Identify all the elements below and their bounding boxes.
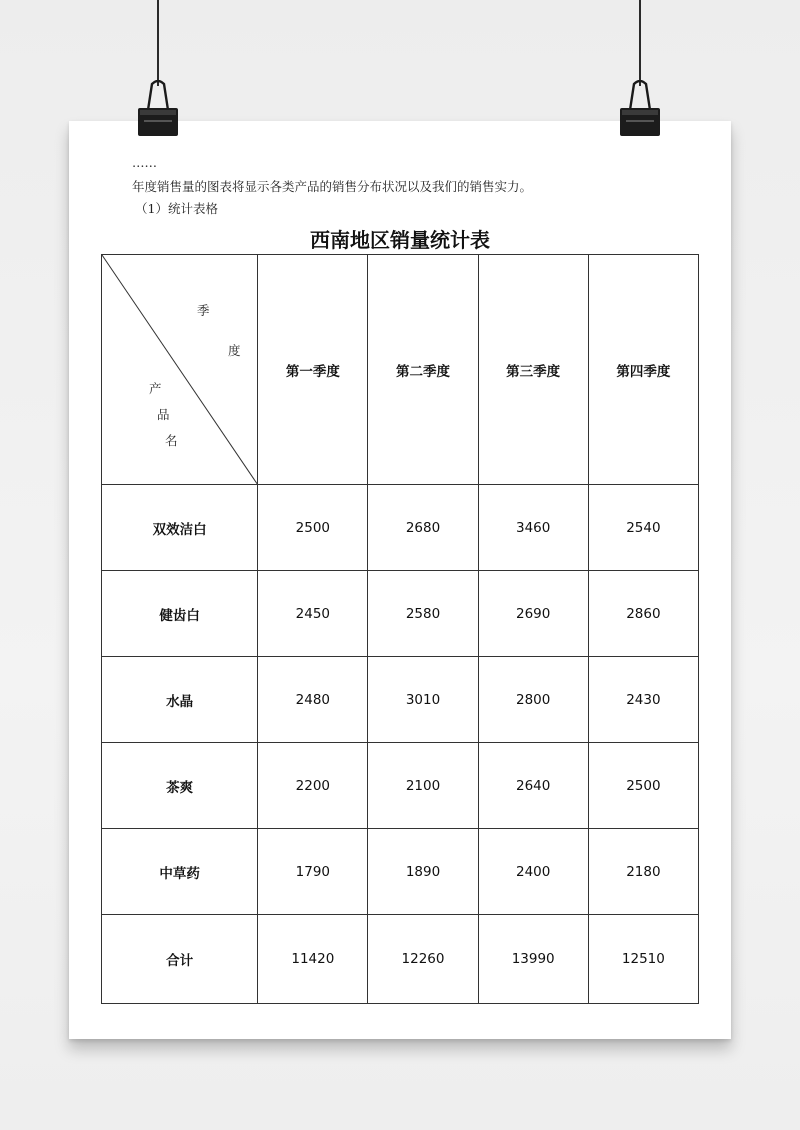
table-cell: 2180: [588, 829, 698, 915]
table-total-row: [102, 915, 699, 1004]
row-header: 茶爽: [102, 743, 258, 829]
table-cell: 12260: [368, 915, 478, 1004]
table-cell: 2450: [258, 571, 368, 657]
row-header: 中草药: [102, 829, 258, 915]
column-header-q4: 第四季度: [588, 255, 698, 485]
table-cell: 2500: [258, 485, 368, 571]
table-cell: 2400: [478, 829, 588, 915]
row-header: 水晶: [102, 657, 258, 743]
table-cell: 13990: [478, 915, 588, 1004]
left-binder-clip-icon: [136, 80, 180, 138]
corner-label-product-1: 产: [149, 381, 162, 396]
table-row: [102, 657, 699, 743]
table-header-row: [102, 255, 699, 485]
table-cell: 2640: [478, 743, 588, 829]
table-cell: 2100: [368, 743, 478, 829]
diagonal-divider-line: [102, 255, 257, 484]
column-header-q1: 第一季度: [258, 255, 368, 485]
row-header: 健齿白: [102, 571, 258, 657]
column-header-q2: 第二季度: [368, 255, 478, 485]
row-header: 双效洁白: [102, 485, 258, 571]
intro-sentence: 年度销售量的图表将显示各类产品的销售分布状况以及我们的销售实力。: [132, 179, 533, 194]
corner-label-product-2: 品: [157, 407, 170, 422]
table-cell: 2540: [588, 485, 698, 571]
table-cell: 2480: [258, 657, 368, 743]
table-cell: 11420: [258, 915, 368, 1004]
table-cell: 3460: [478, 485, 588, 571]
table-row: [102, 571, 699, 657]
table-cell: 1790: [258, 829, 368, 915]
table-cell: 2200: [258, 743, 368, 829]
left-hanging-string: [157, 0, 159, 86]
table-cell: 2860: [588, 571, 698, 657]
sales-statistics-table: [101, 254, 699, 1004]
table-cell: 2680: [368, 485, 478, 571]
paper-sheet: [69, 121, 731, 1039]
table-row: [102, 743, 699, 829]
table-cell: 3010: [368, 657, 478, 743]
right-binder-clip-icon: [618, 80, 662, 138]
corner-label-quarter-2: 度: [228, 343, 241, 358]
corner-label-quarter-1: 季: [197, 303, 210, 318]
table-cell: 1890: [368, 829, 478, 915]
corner-label-product-3: 名: [165, 433, 178, 448]
right-hanging-string: [639, 0, 641, 86]
table-title: 西南地区销量统计表: [310, 228, 490, 252]
table-cell: 2690: [478, 571, 588, 657]
diagonal-corner-cell: [102, 255, 258, 485]
table-cell: 2500: [588, 743, 698, 829]
table-cell: 2430: [588, 657, 698, 743]
column-header-q3: 第三季度: [478, 255, 588, 485]
table-row: [102, 829, 699, 915]
intro-ellipsis: ……: [132, 155, 157, 170]
table-cell: 2800: [478, 657, 588, 743]
table-cell: 12510: [588, 915, 698, 1004]
table-row: [102, 485, 699, 571]
section-heading: （1）统计表格: [135, 201, 218, 216]
row-header: 合计: [102, 915, 258, 1004]
table-cell: 2580: [368, 571, 478, 657]
